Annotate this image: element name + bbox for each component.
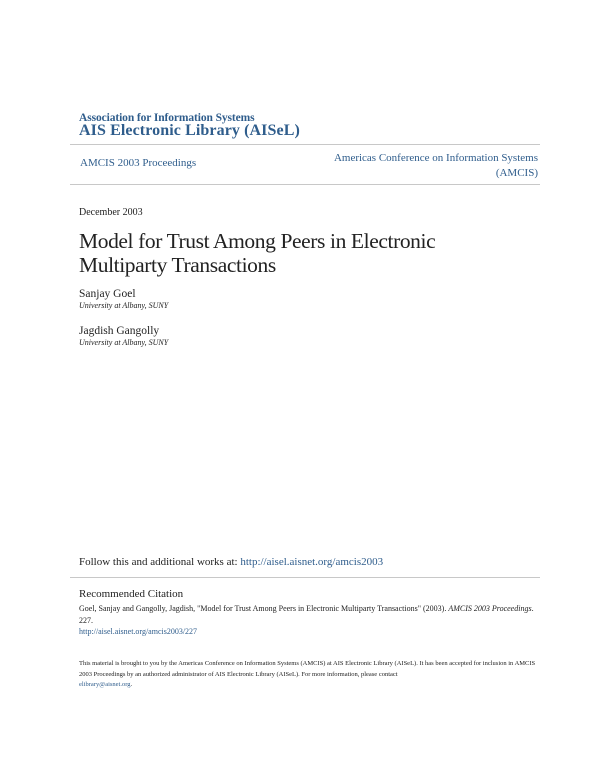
- divider-top: [70, 144, 540, 145]
- divider-bottom: [70, 577, 540, 578]
- notice-end: .: [130, 681, 133, 688]
- paper-title: [79, 229, 519, 277]
- citation-body: [79, 603, 539, 638]
- notice-email-link[interactable]: elibrary@aisnet.org: [79, 681, 131, 688]
- follow-line: [79, 556, 383, 568]
- author-block-1: [79, 288, 168, 310]
- notice-body: This material is brought to you by the Americas Conference on Information Systems (AMCIS) at AIS Electronic Library (AISeL). It has been accepted for inclusion in AMCIS 2003 Proceedings by an authorized administrator of AIS Electronic Library (AISeL). For more information, please contact: [79, 660, 536, 678]
- author-block-2: [79, 325, 168, 347]
- series-conference-line2: (AMCIS): [495, 167, 538, 179]
- series-conference-line1: Americas Conference on Information Systems: [333, 152, 538, 164]
- org-name: Association for Information Systems: [79, 112, 255, 124]
- series-link-conference[interactable]: [334, 151, 538, 181]
- author-name[interactable]: Jagdish Gangolly: [79, 325, 160, 337]
- library-name: AIS Electronic Library (AISeL): [79, 122, 300, 139]
- citation-link[interactable]: http://aisel.aisnet.org/amcis2003/227: [79, 627, 198, 636]
- author-name[interactable]: Sanjay Goel: [79, 288, 136, 300]
- follow-text: Follow this and additional works at:: [79, 556, 241, 568]
- divider-series: [70, 184, 540, 185]
- author-affiliation: University at Albany, SUNY: [79, 338, 169, 347]
- citation-venue: AMCIS 2003 Proceedings: [448, 604, 532, 613]
- citation-heading: Recommended Citation: [79, 588, 184, 600]
- citation-text: Goel, Sanjay and Gangolly, Jagdish, "Model for Trust Among Peers in Electronic Multiparty Transactions" (2003).: [79, 604, 449, 613]
- author-affiliation: University at Albany, SUNY: [79, 301, 169, 310]
- notice-text: [79, 659, 544, 691]
- paper-title-line2: Multiparty Transactions: [79, 253, 276, 277]
- series-link-proceedings[interactable]: AMCIS 2003 Proceedings: [80, 157, 197, 169]
- paper-title-line1: Model for Trust Among Peers in Electronic: [79, 229, 436, 253]
- publication-date: December 2003: [79, 207, 143, 218]
- citation-suffix: . 227.: [79, 604, 534, 625]
- follow-link[interactable]: http://aisel.aisnet.org/amcis2003: [240, 556, 384, 568]
